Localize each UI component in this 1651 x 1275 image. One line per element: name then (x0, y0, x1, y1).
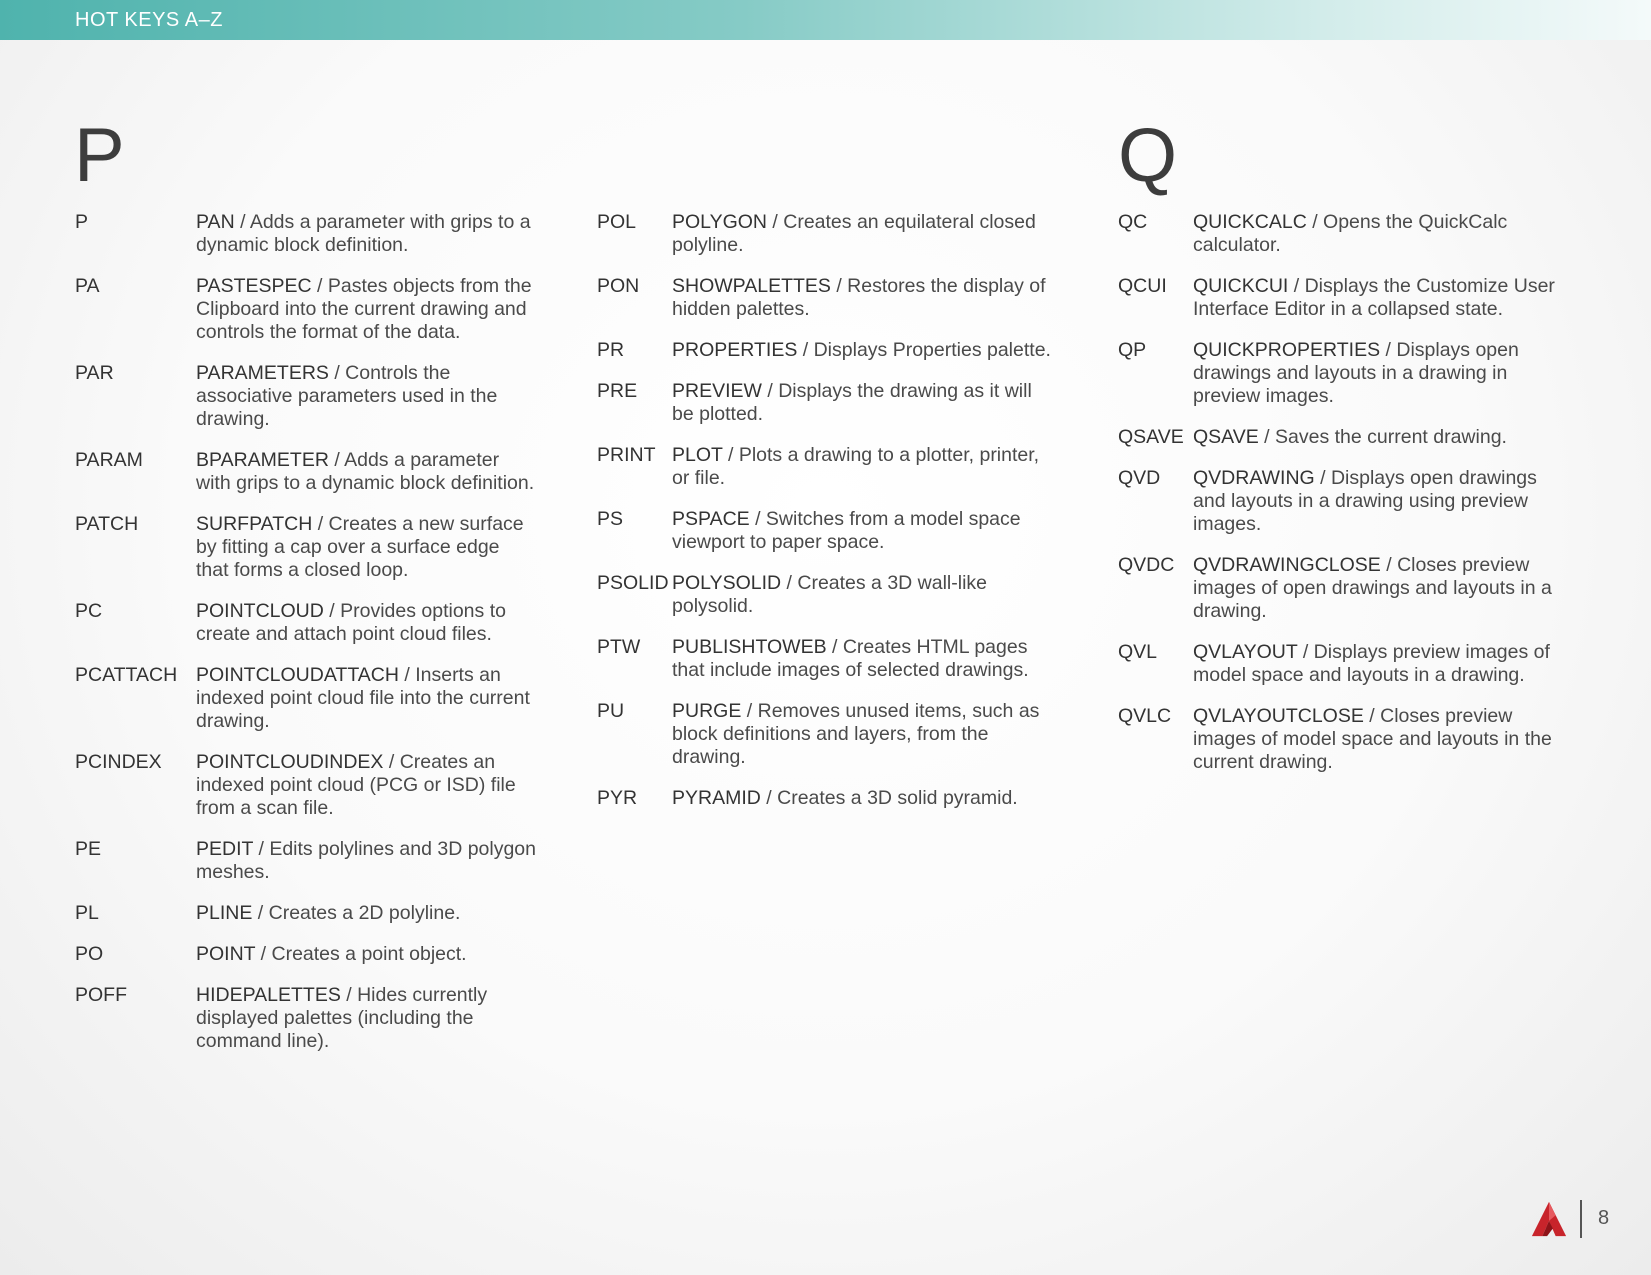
hotkey-entry (597, 211, 1052, 257)
hotkey-text (672, 508, 1052, 554)
command-description: / Creates a 3D wall-like polysolid. (672, 572, 988, 617)
hotkey-text (196, 943, 536, 966)
command-name: PREVIEW (672, 380, 762, 402)
hotkey-entry (75, 984, 536, 1053)
hotkey-alias: QCUI (1118, 275, 1167, 297)
hotkey-alias: PC (75, 600, 103, 622)
column-3 (1118, 211, 1563, 792)
command-name: POLYSOLID (672, 572, 782, 594)
hotkey-entry (75, 449, 536, 495)
hotkey-alias: PATCH (75, 513, 139, 535)
hotkey-alias: POL (597, 211, 637, 233)
command-description: / Adds a parameter with grips to a dynamic block definition. (196, 449, 535, 494)
command-name: SHOWPALETTES (672, 275, 831, 297)
command-name: QVLAYOUTCLOSE (1193, 705, 1364, 727)
command-name: QVDRAWINGCLOSE (1193, 554, 1381, 576)
command-name: POINTCLOUDATTACH (196, 664, 399, 686)
header-title: HOT KEYS A–Z (75, 9, 223, 31)
hotkey-text (672, 787, 1052, 810)
hotkey-text (1193, 426, 1563, 449)
hotkey-text (1193, 467, 1563, 536)
hotkey-entry (75, 664, 536, 733)
hotkey-alias: PRINT (597, 444, 656, 466)
hotkey-text (196, 664, 536, 733)
hotkey-entry (597, 444, 1052, 490)
command-description: / Creates HTML pages that include images of selected drawings. (672, 636, 1029, 681)
command-name: POINT (196, 943, 256, 965)
hotkey-entry (75, 943, 536, 966)
hotkey-alias: PO (75, 943, 104, 965)
hotkey-entry (1118, 426, 1563, 449)
hotkey-text (1193, 705, 1563, 774)
header-bar (0, 0, 1651, 40)
command-description: / Switches from a model space viewport to paper space. (672, 508, 1021, 553)
hotkey-entry (597, 636, 1052, 682)
command-name: PARAMETERS (196, 362, 329, 384)
command-description: / Inserts an indexed point cloud file into the current drawing. (196, 664, 530, 732)
command-name: PEDIT (196, 838, 254, 860)
hotkey-entry (1118, 275, 1563, 321)
section-letter-p: P (74, 113, 125, 198)
command-description: / Creates an equilateral closed polyline. (672, 211, 1036, 256)
hotkey-text (196, 984, 536, 1053)
hotkey-alias: PCATTACH (75, 664, 178, 686)
section-letter-q: Q (1118, 113, 1178, 198)
command-description: / Creates a point object. (255, 943, 467, 965)
hotkey-alias: PS (597, 508, 624, 530)
page-number: 8 (1598, 1207, 1610, 1229)
hotkey-text (196, 211, 536, 257)
command-description: / Edits polylines and 3D polygon meshes. (196, 838, 536, 883)
hotkey-alias: QP (1118, 339, 1147, 361)
hotkey-text (1193, 641, 1563, 687)
command-name: POLYGON (672, 211, 767, 233)
command-description: / Creates a new surface by fitting a cap over a surface edge that forms a closed loop. (196, 513, 524, 581)
hotkey-alias: QC (1118, 211, 1148, 233)
command-name: QVLAYOUT (1193, 641, 1298, 663)
command-description: / Creates a 3D solid pyramid. (760, 787, 1018, 809)
hotkey-alias: PA (75, 275, 100, 297)
hotkey-alias: P (75, 211, 89, 233)
command-name: PROPERTIES (672, 339, 798, 361)
command-name: PLINE (196, 902, 253, 924)
command-description: / Displays open drawings and layouts in a drawing in preview images. (1193, 339, 1519, 407)
command-description: / Opens the QuickCalc calculator. (1193, 211, 1508, 256)
autodesk-logo-icon (1530, 1200, 1568, 1238)
hotkey-text (196, 513, 536, 582)
hotkey-alias: PTW (597, 636, 641, 658)
hotkey-entry (597, 508, 1052, 554)
hotkey-entry (75, 751, 536, 820)
command-name: QUICKCALC (1193, 211, 1307, 233)
hotkey-text (672, 211, 1052, 257)
hotkey-alias: PAR (75, 362, 114, 384)
command-name: QUICKCUI (1193, 275, 1289, 297)
hotkey-text (1193, 554, 1563, 623)
hotkey-alias: PE (75, 838, 102, 860)
hotkey-text (196, 600, 536, 646)
hotkey-text (672, 572, 1052, 618)
command-description: / Closes preview images of open drawings and layouts in a drawing. (1193, 554, 1552, 622)
command-name: QSAVE (1193, 426, 1259, 448)
hotkey-text (196, 838, 536, 884)
command-name: POINTCLOUD (196, 600, 324, 622)
hotkey-text (196, 362, 536, 431)
hotkey-entry (75, 600, 536, 646)
hotkey-alias: PARAM (75, 449, 143, 471)
hotkey-text (672, 700, 1052, 769)
hotkey-alias: PON (597, 275, 640, 297)
hotkey-alias: QVDC (1118, 554, 1175, 576)
hotkey-alias: PSOLID (597, 572, 669, 594)
hotkey-text (672, 444, 1052, 490)
hotkey-text (672, 380, 1052, 426)
hotkey-alias: PR (597, 339, 625, 361)
hotkey-text (672, 275, 1052, 321)
command-name: BPARAMETER (196, 449, 329, 471)
hotkey-entry (597, 275, 1052, 321)
hotkey-entry (597, 572, 1052, 618)
hotkey-alias: QVD (1118, 467, 1161, 489)
hotkey-text (1193, 339, 1563, 408)
hotkey-alias: QVL (1118, 641, 1158, 663)
column-2 (597, 211, 1052, 828)
hotkey-entry (75, 902, 536, 925)
command-description: / Hides currently displayed palettes (including the command line). (196, 984, 488, 1052)
command-name: POINTCLOUDINDEX (196, 751, 384, 773)
hotkey-text (196, 449, 536, 495)
command-description: / Creates an indexed point cloud (PCG or ISD) file from a scan file. (196, 751, 516, 819)
command-description: / Displays the drawing as it will be plotted. (672, 380, 1032, 425)
command-description: / Adds a parameter with grips to a dynamic block definition. (196, 211, 531, 256)
command-description: / Pastes objects from the Clipboard into the current drawing and controls the format of the data. (196, 275, 532, 343)
hotkey-entry (597, 700, 1052, 769)
command-description: / Plots a drawing to a plotter, printer, or file. (672, 444, 1040, 489)
hotkey-text (196, 275, 536, 344)
command-name: PYRAMID (672, 787, 761, 809)
command-description: / Displays open drawings and layouts in a drawing using preview images. (1193, 467, 1537, 535)
command-description: / Closes preview images of model space and layouts in the current drawing. (1193, 705, 1552, 773)
hotkey-entry (597, 339, 1052, 362)
command-description: / Restores the display of hidden palettes. (672, 275, 1046, 320)
command-name: HIDEPALETTES (196, 984, 341, 1006)
command-name: PSPACE (672, 508, 750, 530)
hotkey-alias: PRE (597, 380, 638, 402)
command-name: PAN (196, 211, 235, 233)
command-description: / Displays preview images of model space and layouts in a drawing. (1193, 641, 1550, 686)
column-1 (75, 211, 536, 1071)
command-description: / Controls the associative parameters used in the drawing. (196, 362, 498, 430)
hotkey-alias: PYR (597, 787, 638, 809)
hotkey-alias: POFF (75, 984, 127, 1006)
hotkey-text (196, 751, 536, 820)
hotkey-text (672, 636, 1052, 682)
command-description: / Displays Properties palette. (797, 339, 1051, 361)
command-name: QVDRAWING (1193, 467, 1315, 489)
hotkey-entry (75, 275, 536, 344)
command-name: PUBLISHTOWEB (672, 636, 827, 658)
hotkey-entry (1118, 211, 1563, 257)
hotkey-text (672, 339, 1052, 362)
hotkey-text (1193, 211, 1563, 257)
command-name: QUICKPROPERTIES (1193, 339, 1381, 361)
hotkey-alias: QSAVE (1118, 426, 1184, 448)
hotkey-alias: PCINDEX (75, 751, 162, 773)
command-name: PASTESPEC (196, 275, 312, 297)
command-description: / Removes unused items, such as block definitions and layers, from the drawing. (672, 700, 1040, 768)
command-name: SURFPATCH (196, 513, 313, 535)
hotkey-entry (75, 838, 536, 884)
command-description: / Saves the current drawing. (1258, 426, 1507, 448)
hotkey-alias: PU (597, 700, 625, 722)
hotkey-entry (1118, 554, 1563, 623)
hotkey-text (1193, 275, 1563, 321)
hotkey-entry (75, 211, 536, 257)
hotkey-entry (597, 380, 1052, 426)
command-name: PURGE (672, 700, 742, 722)
command-description: / Provides options to create and attach point cloud files. (196, 600, 506, 645)
command-description: / Creates a 2D polyline. (252, 902, 461, 924)
hotkey-entry (1118, 705, 1563, 774)
hotkey-entry (1118, 339, 1563, 408)
command-description: / Displays the Customize User Interface Editor in a collapsed state. (1193, 275, 1555, 320)
command-name: PLOT (672, 444, 723, 466)
hotkey-alias: QVLC (1118, 705, 1172, 727)
hotkey-text (196, 902, 536, 925)
hotkey-entry (75, 362, 536, 431)
hotkey-entry (1118, 467, 1563, 536)
hotkey-alias: PL (75, 902, 99, 924)
footer-divider (1580, 1200, 1582, 1238)
hotkey-entry (1118, 641, 1563, 687)
hotkey-entry (597, 787, 1052, 810)
hotkey-entry (75, 513, 536, 582)
